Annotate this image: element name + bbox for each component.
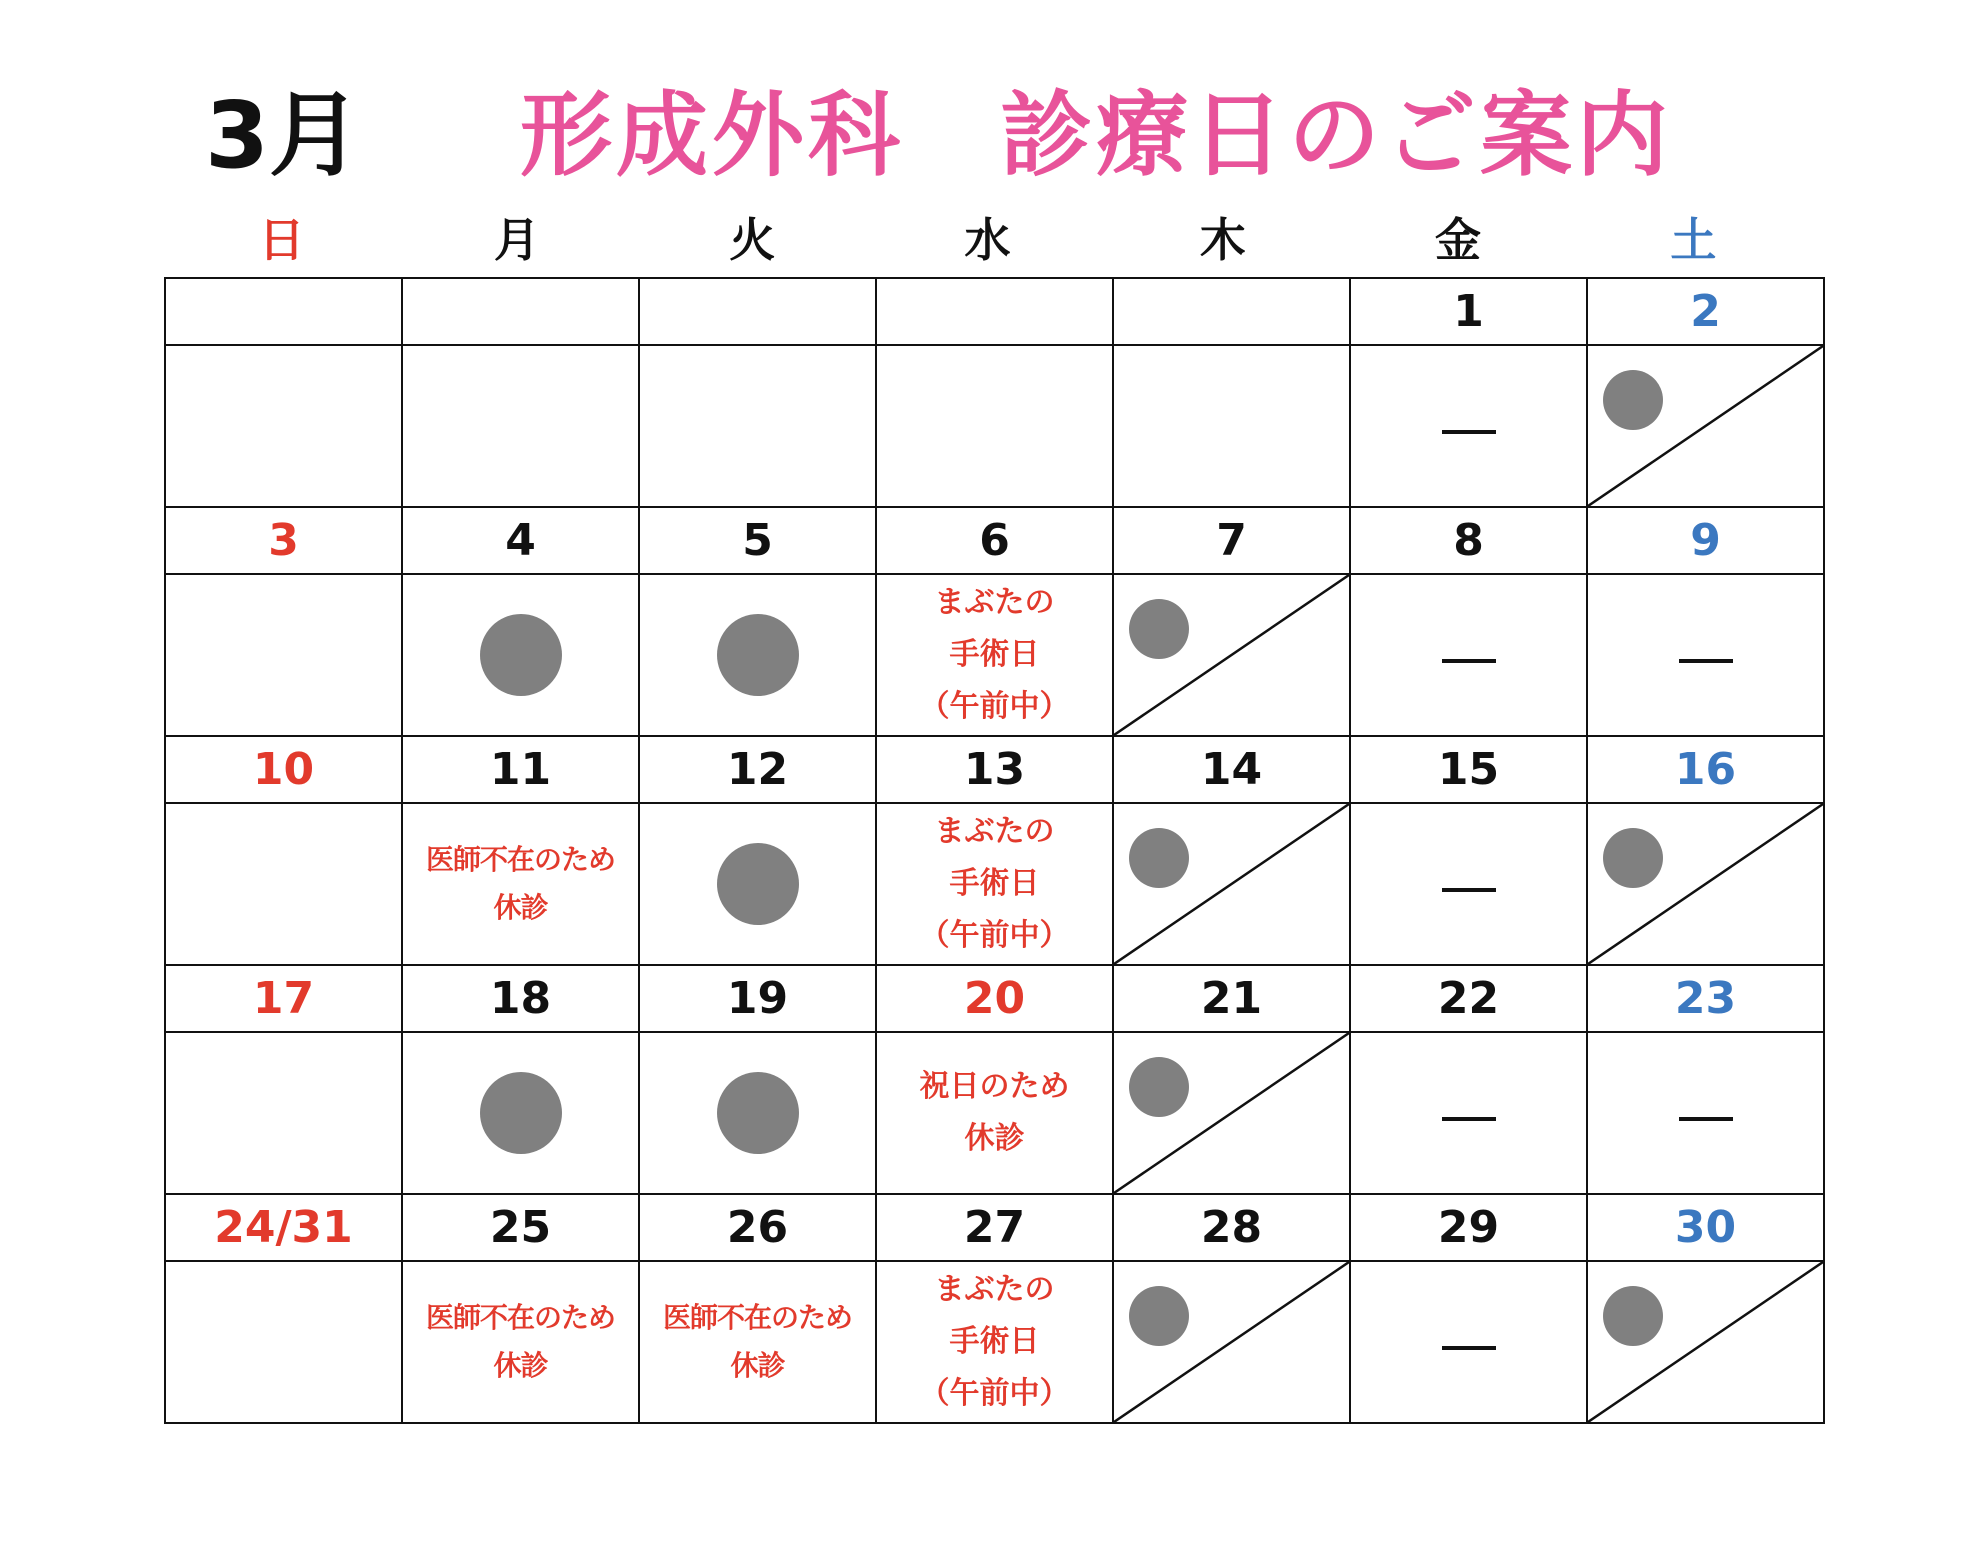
note-text-absent: 医師不在のため 休診 (425, 1301, 615, 1382)
diagonal-half-circle-icon (1114, 575, 1349, 735)
diagonal-half-circle-icon (1114, 1262, 1349, 1422)
status-cell (1113, 345, 1350, 507)
diagonal-half-circle-icon (1114, 1033, 1349, 1193)
status-cell (1587, 345, 1824, 507)
status-cell (402, 574, 639, 736)
status-cell (402, 1261, 639, 1423)
status-cell (876, 345, 1113, 507)
weekday-label: 月 (493, 213, 540, 267)
weekday-header-row (164, 210, 1811, 270)
status-cell (1587, 1261, 1824, 1423)
small-gray-circle-icon (1129, 1286, 1189, 1346)
note-text-surgery: まぶたの 手術日 （午前中） (919, 1272, 1070, 1411)
status-cell (1350, 574, 1587, 736)
dash-icon (1442, 430, 1496, 434)
diagonal-half-circle-icon (1588, 804, 1823, 964)
status-cell (402, 1032, 639, 1194)
date-cell: 13 (876, 736, 1113, 803)
date-cell: 18 (402, 965, 639, 1032)
date-cell: 7 (1113, 507, 1350, 574)
dash-icon (1442, 1346, 1496, 1350)
status-cell (876, 803, 1113, 965)
date-cell (165, 278, 402, 345)
month-label: 3月 (205, 82, 362, 189)
status-cell (1587, 574, 1824, 736)
status-row (165, 803, 1824, 965)
date-cell: 6 (876, 507, 1113, 574)
dash-icon (1442, 1117, 1496, 1121)
small-gray-circle-icon (1603, 370, 1663, 430)
gray-circle-icon (717, 614, 799, 696)
diagonal-half-circle-icon (1588, 346, 1823, 506)
status-cell (876, 1032, 1113, 1194)
status-row (165, 345, 1824, 507)
status-cell (1113, 1261, 1350, 1423)
status-row (165, 1261, 1824, 1423)
status-cell (1350, 345, 1587, 507)
status-cell (1350, 803, 1587, 965)
calendar-grid (164, 277, 1825, 1424)
date-cell: 29 (1350, 1194, 1587, 1261)
date-cell (876, 278, 1113, 345)
dash-icon (1442, 888, 1496, 892)
note-text-surgery: まぶたの 手術日 （午前中） (919, 814, 1070, 953)
date-cell: 2 (1587, 278, 1824, 345)
status-cell (402, 803, 639, 965)
weekday-label: 火 (729, 213, 776, 267)
note-text-absent: 医師不在のため 休診 (425, 843, 615, 924)
date-cell: 4 (402, 507, 639, 574)
date-cell: 22 (1350, 965, 1587, 1032)
status-row (165, 574, 1824, 736)
date-cell (402, 278, 639, 345)
gray-circle-icon (717, 843, 799, 925)
status-cell (876, 1261, 1113, 1423)
date-cell: 9 (1587, 507, 1824, 574)
status-cell (1350, 1261, 1587, 1423)
diagonal-half-circle-icon (1114, 804, 1349, 964)
date-cell: 28 (1113, 1194, 1350, 1261)
small-gray-circle-icon (1603, 828, 1663, 888)
weekday-label: 木 (1199, 213, 1246, 267)
dash-icon (1442, 659, 1496, 663)
date-cell: 12 (639, 736, 876, 803)
date-cell: 14 (1113, 736, 1350, 803)
status-cell (165, 1261, 402, 1423)
gray-circle-icon (480, 614, 562, 696)
weekday-label: 日 (258, 213, 305, 267)
status-cell (165, 1032, 402, 1194)
date-cell: 10 (165, 736, 402, 803)
page-title: 形成外科 診療日のご案内 (520, 82, 1673, 189)
small-gray-circle-icon (1129, 828, 1189, 888)
date-cell: 11 (402, 736, 639, 803)
date-cell: 20 (876, 965, 1113, 1032)
status-cell (1113, 1032, 1350, 1194)
note-text-holiday: 祝日のため 休診 (919, 1069, 1070, 1156)
note-text-surgery: まぶたの 手術日 （午前中） (919, 585, 1070, 724)
date-cell: 24/31 (165, 1194, 402, 1261)
small-gray-circle-icon (1129, 599, 1189, 659)
status-cell (639, 1032, 876, 1194)
status-cell (1587, 803, 1824, 965)
date-cell: 26 (639, 1194, 876, 1261)
date-cell: 17 (165, 965, 402, 1032)
gray-circle-icon (717, 1072, 799, 1154)
date-row (165, 507, 1824, 574)
date-cell (639, 278, 876, 345)
date-cell: 15 (1350, 736, 1587, 803)
date-cell: 23 (1587, 965, 1824, 1032)
date-cell: 3 (165, 507, 402, 574)
date-row (165, 965, 1824, 1032)
status-row (165, 1032, 1824, 1194)
date-cell: 30 (1587, 1194, 1824, 1261)
date-cell: 16 (1587, 736, 1824, 803)
dash-icon (1679, 1117, 1733, 1121)
date-row (165, 736, 1824, 803)
status-cell (1113, 574, 1350, 736)
gray-circle-icon (480, 1072, 562, 1154)
status-cell (1587, 1032, 1824, 1194)
status-cell (165, 803, 402, 965)
date-cell: 27 (876, 1194, 1113, 1261)
weekday-label: 土 (1670, 213, 1717, 267)
weekday-label: 水 (964, 213, 1011, 267)
header (0, 0, 1967, 200)
status-cell (639, 1261, 876, 1423)
status-cell (1350, 1032, 1587, 1194)
note-text-absent: 医師不在のため 休診 (662, 1301, 852, 1382)
date-cell: 5 (639, 507, 876, 574)
status-cell (165, 345, 402, 507)
small-gray-circle-icon (1603, 1286, 1663, 1346)
date-row (165, 1194, 1824, 1261)
status-cell (1113, 803, 1350, 965)
status-cell (639, 803, 876, 965)
diagonal-half-circle-icon (1588, 1262, 1823, 1422)
date-cell (1113, 278, 1350, 345)
date-cell: 19 (639, 965, 876, 1032)
status-cell (639, 345, 876, 507)
small-gray-circle-icon (1129, 1057, 1189, 1117)
date-row (165, 278, 1824, 345)
status-cell (165, 574, 402, 736)
date-cell: 1 (1350, 278, 1587, 345)
date-cell: 21 (1113, 965, 1350, 1032)
status-cell (402, 345, 639, 507)
status-cell (639, 574, 876, 736)
dash-icon (1679, 659, 1733, 663)
date-cell: 8 (1350, 507, 1587, 574)
date-cell: 25 (402, 1194, 639, 1261)
weekday-label: 金 (1435, 213, 1482, 267)
status-cell (876, 574, 1113, 736)
